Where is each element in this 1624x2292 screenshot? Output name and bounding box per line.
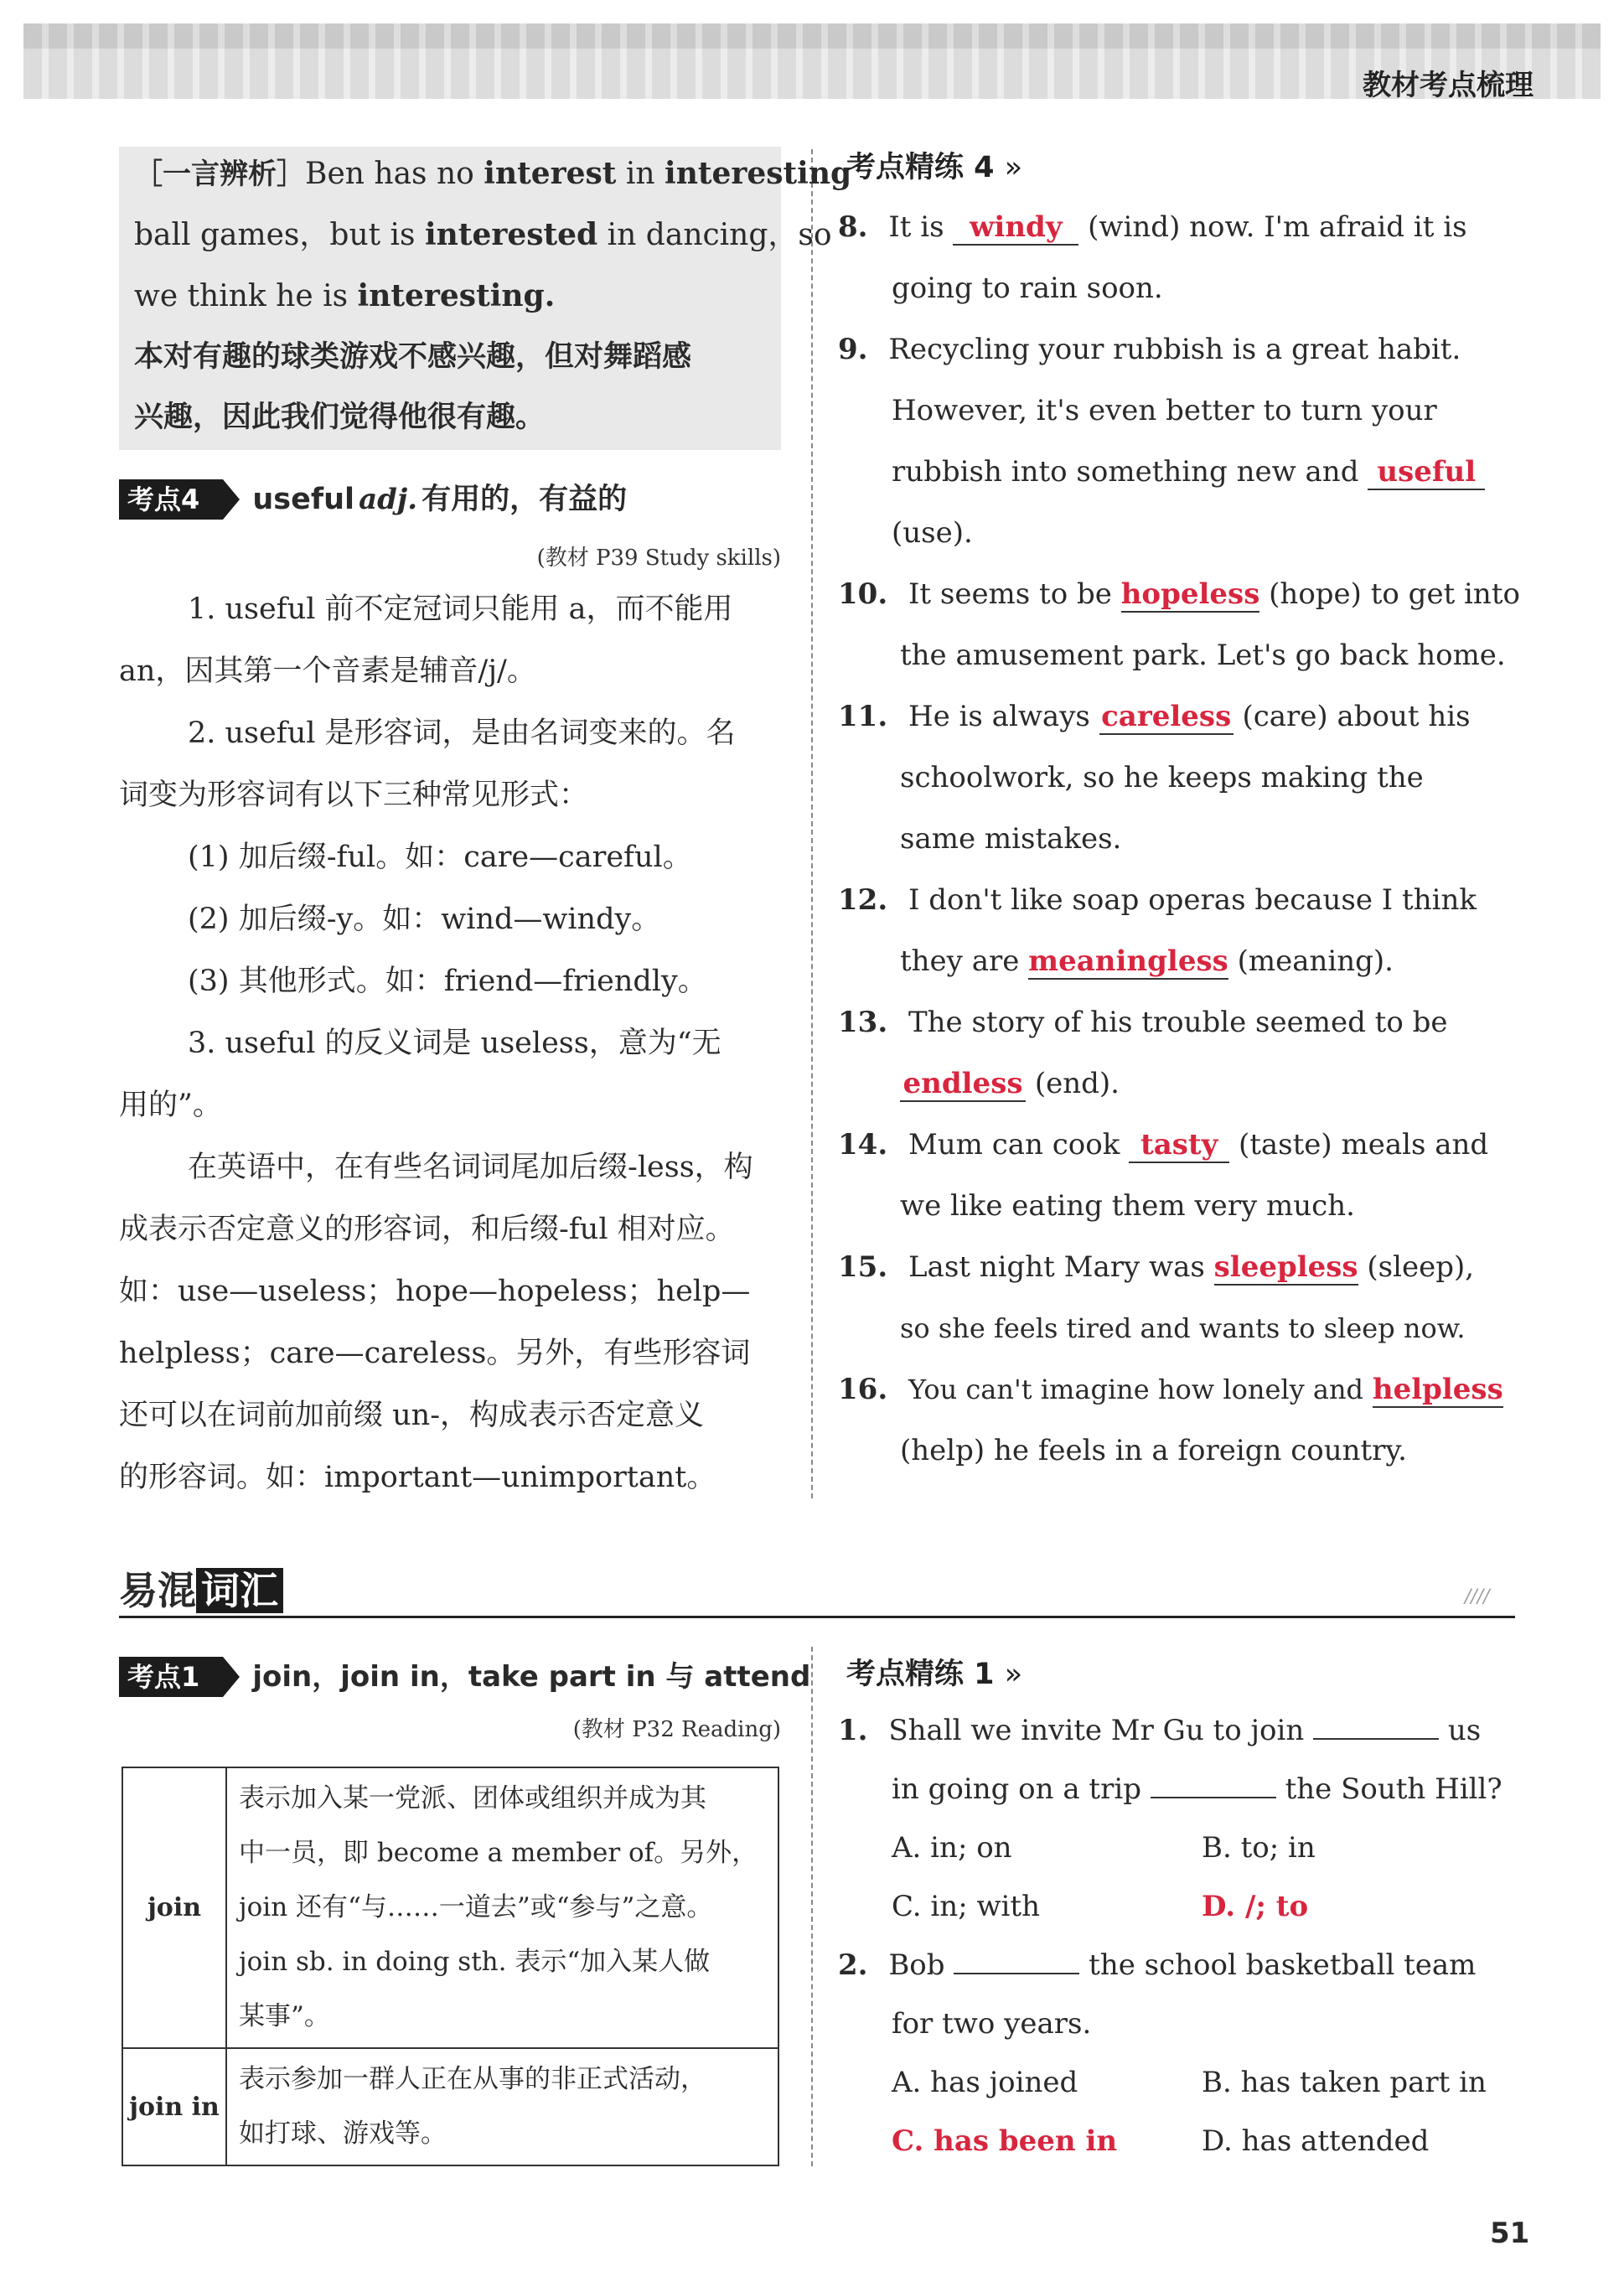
options-row [838, 1819, 1515, 1877]
answer-blank [1151, 1797, 1276, 1798]
option-b[interactable]: B. to; in [1202, 1831, 1316, 1865]
question-15: 15. Last night Mary was sleepless (sleep), [838, 1250, 1475, 1284]
kp4-source: (教材 P39 Study skills) [536, 546, 781, 571]
practice1-questions: 1. Shall we invite Mr Gu to join us in going on a trip the South Hill? A. in; on B. to; in C. in; with D. /; to 2. Bob the school basketball team for two years. A. has joined B. has taken part in C. has been in D. has attended [838, 1701, 1515, 2170]
question-16: 16. You can't imagine how lonely and helpless [838, 1373, 1503, 1406]
options-row [838, 2112, 1515, 2170]
answer-blank: careless [1099, 700, 1234, 735]
kp4-line: 2. useful 是形容词，是由名词变来的。名 [188, 717, 736, 750]
answer-blank: meaningless [1028, 944, 1228, 978]
kp4-line: (3) 其他形式。如：friend—friendly。 [188, 965, 707, 998]
kp4-line: (1) 加后缀-ful。如：care—careful。 [188, 841, 692, 874]
kp1-heading [119, 1653, 810, 1697]
answer-blank: endless [900, 1067, 1026, 1102]
answer-blank: tasty [1129, 1128, 1229, 1163]
column-divider-bottom [811, 1647, 813, 2166]
analysis-line-3: we think he is interesting. [134, 278, 556, 313]
kp1-title: join，join in，take part in 与 attend [252, 1660, 811, 1694]
question-2: 2. Bob the school basketball team [838, 1948, 1477, 1982]
options-row [838, 1877, 1515, 1936]
kp4-line: 3. useful 的反义词是 useless，意为“无 [188, 1027, 721, 1060]
analysis-line-5: 兴趣，因此我们觉得他很有趣。 [134, 401, 546, 434]
option-c[interactable]: C. in; with [892, 1890, 1040, 1923]
page-section-title: 教材考点梳理 [1363, 69, 1533, 102]
answer-blank [954, 1973, 1079, 1974]
one-sentence-analysis-box [119, 147, 852, 450]
answer-blank: windy [953, 210, 1078, 246]
answer-blank: helpless [1372, 1373, 1503, 1406]
kp4-line: (2) 加后缀-y。如：wind—windy。 [188, 903, 661, 936]
analysis-line-1: ［一言辨析］Ben has no interest in interesting [134, 156, 852, 191]
answer-blank: useful [1368, 455, 1485, 490]
question-9: 9. Recycling your rubbish is a great habit. [838, 333, 1461, 366]
kp4-line: 成表示否定意义的形容词，和后缀-ful 相对应。 [119, 1213, 735, 1246]
kp4-line: 如：use—useless；hope—hopeless；help— [119, 1275, 751, 1308]
option-b[interactable]: B. has taken part in [1202, 2066, 1487, 2099]
analysis-line-4: 本对有趣的球类游戏不感兴趣，但对舞蹈感 [134, 340, 692, 374]
question-13: 13. The story of his trouble seemed to be [838, 1006, 1448, 1039]
question-12: 12. I don't like soap operas because I think [838, 883, 1477, 917]
column-divider-top [811, 149, 813, 1498]
kp4-line: 在英语中，在有些名词词尾加后缀-less，构 [188, 1151, 753, 1184]
kp4-badge: 考点4 [119, 479, 223, 520]
page-number: 51 [1490, 2217, 1530, 2250]
kp4-line: 1. useful 前不定冠词只能用 a，而不能用 [188, 592, 733, 626]
question-10: 10. It seems to be hopeless (hope) to get into [838, 577, 1520, 611]
question-11: 11. He is always careless (care) about his [838, 700, 1471, 733]
kp4-explanation [119, 578, 781, 1508]
table-row [122, 1767, 778, 2048]
kp4-title-word: useful [252, 483, 355, 516]
term-cell: join in [122, 2048, 226, 2165]
section-rule [119, 1616, 1515, 1618]
practice1-title: 考点精练 1 » [846, 1658, 1023, 1691]
kp4-line: 用的”。 [119, 1089, 222, 1122]
practice4-title: 考点精练 4 » [846, 151, 1023, 184]
kp4-line: an，因其第一个音素是辅音/j/。 [119, 654, 536, 688]
kp4-title-pos: adj. [359, 483, 418, 516]
kp4-title-meaning: 有用的，有益的 [422, 483, 628, 516]
kp1-table [122, 1767, 779, 2166]
table-row [122, 2048, 778, 2165]
definition-cell: 表示参加一群人正在从事的非正式活动， 如打球、游戏等。 [226, 2048, 778, 2165]
question-14: 14. Mum can cook tasty (taste) meals and [838, 1128, 1489, 1162]
term-cell: join [122, 1767, 226, 2048]
kp4-line: 还可以在词前加前缀 un-，构成表示否定意义 [119, 1399, 705, 1432]
kp1-badge: 考点1 [119, 1657, 223, 1697]
option-d[interactable]: D. has attended [1202, 2124, 1430, 2158]
option-c-correct[interactable]: C. has been in [892, 2124, 1118, 2158]
kp4-line: 的形容词。如：important—unimportant。 [119, 1461, 716, 1494]
answer-blank: hopeless [1120, 577, 1260, 611]
kp4-line: 词变为形容词有以下三种常见形式： [119, 779, 589, 812]
option-a[interactable]: A. in; on [892, 1831, 1012, 1865]
option-d-correct[interactable]: D. /; to [1202, 1890, 1309, 1923]
answer-blank [1313, 1738, 1439, 1740]
definition-cell: 表示加入某一党派、团体或组织并成为其 中一员，即 become a member of。另外， join 还有“与……一道去”或“参与”之意。 join sb. in doing sth. 表示“加入某人做 某事”。 [226, 1767, 778, 2048]
question-8: 8. It is windy (wind) now. I'm afraid it is [838, 210, 1467, 244]
option-a[interactable]: A. has joined [892, 2066, 1078, 2099]
kp4-line: helpless；care—careless。另外，有些形容词 [119, 1337, 751, 1370]
analysis-line-2: ball games，but is interested in dancing，so [134, 217, 832, 252]
options-row [838, 2053, 1515, 2112]
kp1-source: (教材 P32 Reading) [572, 1717, 781, 1742]
answer-blank: sleepless [1213, 1250, 1358, 1284]
section-deco: //// [1465, 1586, 1490, 1607]
kp4-heading [119, 476, 627, 520]
practice4-questions: 8. It is windy (wind) now. I'm afraid it is going to rain soon. 9. Recycling your rubbish is a great habit. However, it's even better to turn your rubbish into something new and useful (use). 10. It seems to be hopeless (hope) to get into the amusement park. Let's go back home. 11. He is always careless (care) about his schoolwork, so he keeps making the same mistakes. 12. I don't like soap operas because I think they are meaningless (meaning). 13. The story of his trouble seemed to be endless (end). 14. Mum can cook tasty (taste) meals and we like eating them very much. 15. Last night Mary was sleepless (sleep), so she feels tired and wants to sleep now. 16. You can't imagine how lonely and helpless (help) he feels in a foreign country. [838, 197, 1515, 1482]
question-1: 1. Shall we invite Mr Gu to join us [838, 1714, 1482, 1747]
confusing-words-section-title: 易混 词汇 [119, 1560, 283, 1616]
